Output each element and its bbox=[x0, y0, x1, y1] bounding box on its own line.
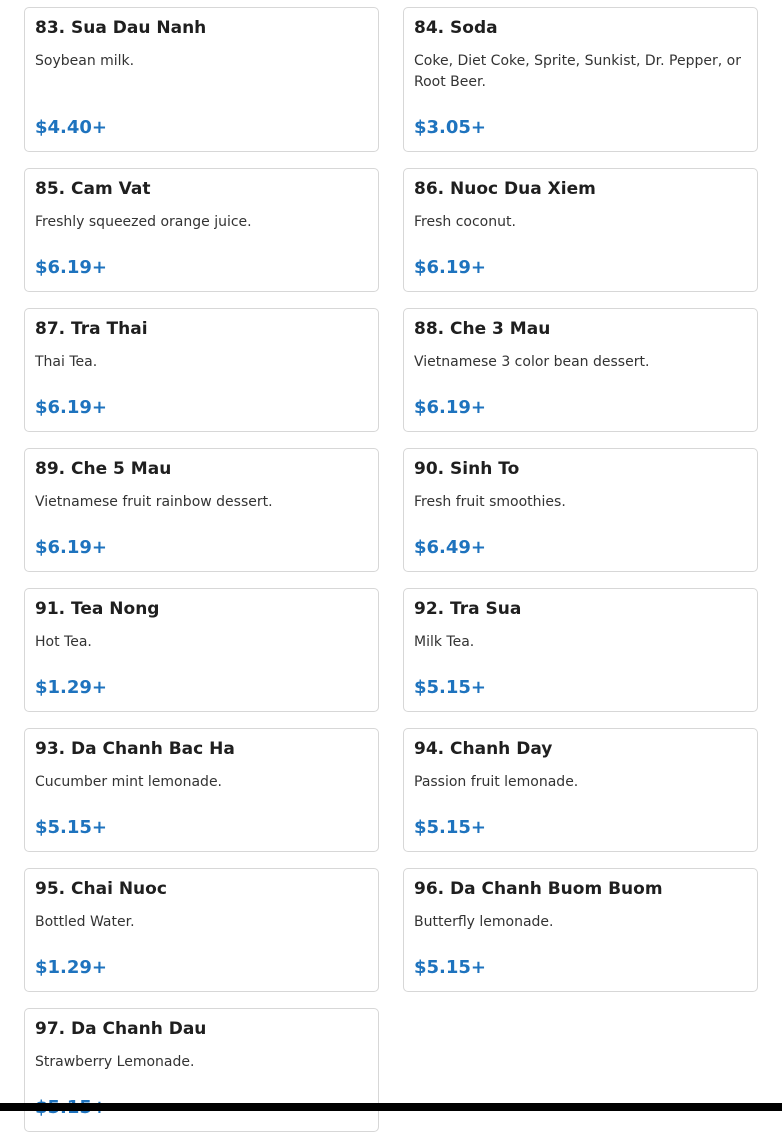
menu-item-description: Fresh coconut. bbox=[414, 214, 516, 230]
menu-item-description: Thai Tea. bbox=[35, 354, 98, 370]
menu-item-title: 90. Sinh To bbox=[414, 459, 520, 479]
menu-item-price: $6.19+ bbox=[35, 537, 108, 558]
menu-item-price: $5.15+ bbox=[35, 817, 108, 838]
menu-item-card[interactable] bbox=[24, 588, 379, 712]
menu-item-card[interactable] bbox=[403, 168, 758, 292]
menu-item-description: Strawberry Lemonade. bbox=[35, 1054, 195, 1070]
menu-item-price: $4.40+ bbox=[35, 117, 108, 138]
menu-item-card[interactable] bbox=[24, 1008, 379, 1132]
menu-item-price: $1.29+ bbox=[35, 957, 108, 978]
menu-item-description: Butterfly lemonade. bbox=[414, 914, 554, 930]
menu-item-price: $5.15+ bbox=[414, 677, 487, 698]
menu-item-description: Freshly squeezed orange juice. bbox=[35, 214, 252, 230]
menu-item-description: Milk Tea. bbox=[414, 634, 475, 650]
menu-item-card[interactable] bbox=[24, 448, 379, 572]
menu-item-price: $3.05+ bbox=[414, 117, 487, 138]
menu-item-card[interactable] bbox=[403, 308, 758, 432]
menu-item-card[interactable] bbox=[403, 7, 758, 152]
menu-item-title: 94. Chanh Day bbox=[414, 739, 553, 759]
menu-item-description: Cucumber mint lemonade. bbox=[35, 774, 223, 790]
menu-item-title: 92. Tra Sua bbox=[414, 599, 522, 619]
menu-item-card[interactable] bbox=[403, 728, 758, 852]
menu-item-description: Hot Tea. bbox=[35, 634, 92, 650]
menu-item-description: Bottled Water. bbox=[35, 914, 135, 930]
menu-item-description: Fresh fruit smoothies. bbox=[414, 494, 566, 510]
menu-item-price: $6.19+ bbox=[414, 257, 487, 278]
menu-item-description: Soybean milk. bbox=[35, 53, 135, 69]
menu-item-title: 96. Da Chanh Buom Buom bbox=[414, 879, 663, 899]
menu-item-title: 95. Chai Nuoc bbox=[35, 879, 167, 899]
menu-item-title: 93. Da Chanh Bac Ha bbox=[35, 739, 235, 759]
menu-item-card[interactable] bbox=[24, 168, 379, 292]
menu-item-title: 91. Tea Nong bbox=[35, 599, 160, 619]
menu-item-price: $5.15+ bbox=[414, 817, 487, 838]
menu-grid bbox=[24, 7, 758, 1132]
menu-item-price: $6.19+ bbox=[35, 257, 108, 278]
menu-item-description: Vietnamese fruit rainbow dessert. bbox=[35, 494, 273, 510]
menu-item-card[interactable] bbox=[403, 868, 758, 992]
menu-item-title: 84. Soda bbox=[414, 18, 498, 38]
menu-item-title: 88. Che 3 Mau bbox=[414, 319, 551, 339]
menu-item-title: 87. Tra Thai bbox=[35, 319, 148, 339]
menu-item-card[interactable] bbox=[24, 308, 379, 432]
menu-item-price: $5.15+ bbox=[414, 957, 487, 978]
menu-item-card[interactable] bbox=[24, 868, 379, 992]
menu-item-description: Passion fruit lemonade. bbox=[414, 774, 579, 790]
menu-item-price: $1.29+ bbox=[35, 677, 108, 698]
menu-item-price: $6.19+ bbox=[414, 397, 487, 418]
menu-item-title: 97. Da Chanh Dau bbox=[35, 1019, 207, 1039]
menu-item-title: 86. Nuoc Dua Xiem bbox=[414, 179, 596, 199]
menu-item-title: 89. Che 5 Mau bbox=[35, 459, 172, 479]
menu-item-card[interactable] bbox=[403, 588, 758, 712]
menu-item-title: 83. Sua Dau Nanh bbox=[35, 18, 207, 38]
menu-item-price: $6.49+ bbox=[414, 537, 487, 558]
menu-item-price: $6.19+ bbox=[35, 397, 108, 418]
menu-item-card[interactable] bbox=[24, 7, 379, 152]
menu-item-card[interactable] bbox=[24, 728, 379, 852]
menu-item-description: Coke, Diet Coke, Sprite, Sunkist, Dr. Pepper, or Root Beer. bbox=[414, 53, 741, 90]
menu-item-description: Vietnamese 3 color bean dessert. bbox=[414, 354, 650, 370]
menu-item-card[interactable] bbox=[403, 448, 758, 572]
menu-item-title: 85. Cam Vat bbox=[35, 179, 151, 199]
bottom-bar bbox=[0, 1103, 782, 1111]
